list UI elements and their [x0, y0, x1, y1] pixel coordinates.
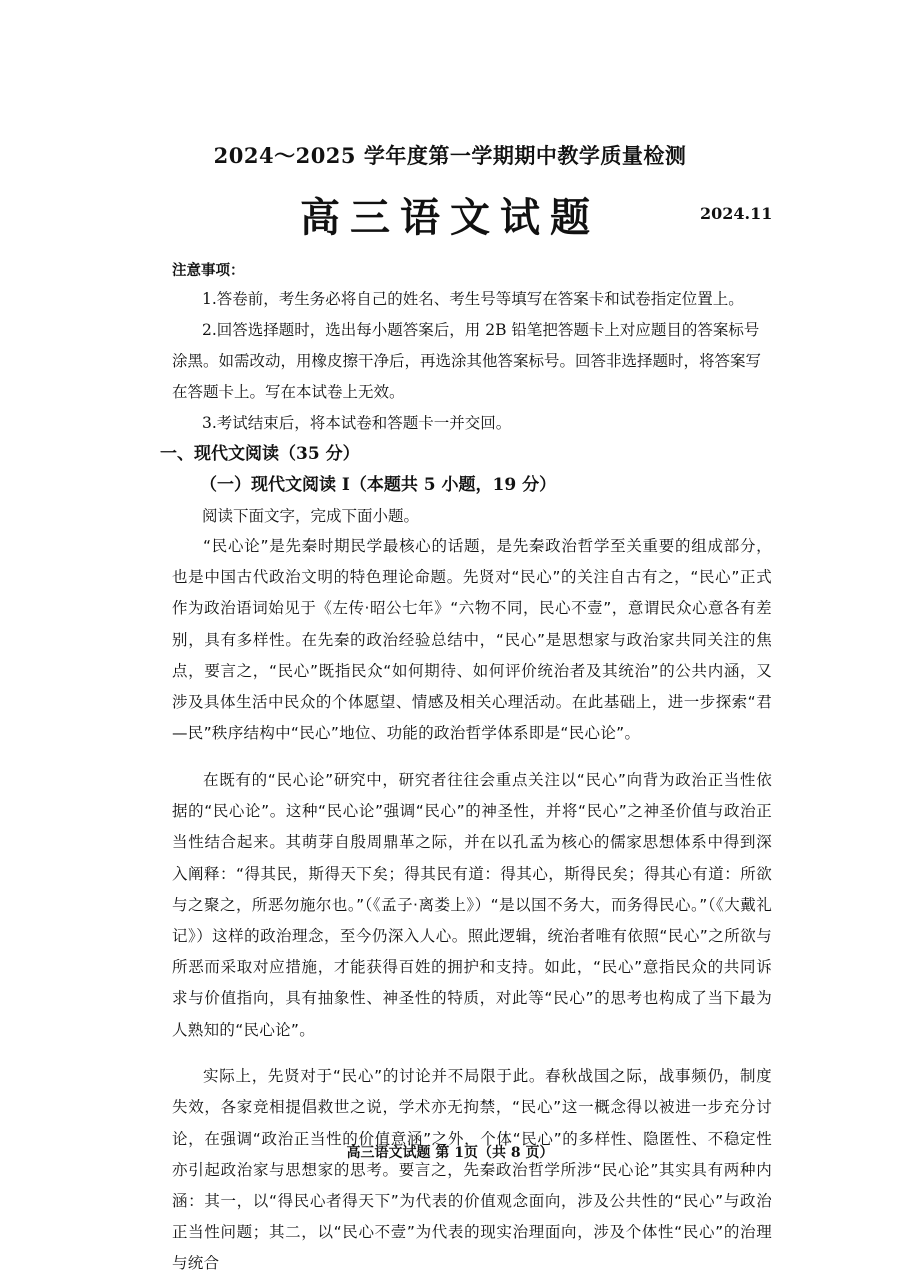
- reading-instruction: 阅读下面文字，完成下面小题。: [202, 507, 420, 525]
- passage-paragraph: “民心论”是先秦时期民学最核心的话题，是先秦政治哲学至关重要的组成部分，也是中国古代政治文明的特色理论命题。先贤对“民心”的关注自古有之，“民心”正式作为政治语词始见于《左传·昭公七年》“六物不同，民心不壹”，意谓民众心意各有差别，具有多样性。在先秦的政治经验总结中，“民心”是思想家与政治家共同关注的焦点，要言之，“民心”既指民众“如何期待、如何评价统治者及其统治”的公共内涵，又涉及具体生活中民众的个体愿望、情感及相关心理活动。在此基础上，进一步探索“君—民”秩序结构中“民心”地位、功能的政治哲学体系即是“民心论”。: [172, 537, 772, 743]
- exam-name: 2024～2025 学年度第一学期期中教学质量检测: [213, 143, 687, 168]
- notice-item: 1.答卷前，考生务必将自己的姓名、考生号等填写在答案卡和试卷指定位置上。: [202, 290, 744, 308]
- notice-item: 3.考试结束后，将本试卷和答题卡一并交回。: [202, 414, 512, 432]
- notice-heading: 注意事项：: [172, 263, 245, 279]
- page-title: 高三语文试题: [300, 194, 600, 241]
- notice-item: 2.回答选择题时，选出每小题答案后，用 2B 铅笔把答题卡上对应题目的答案标号涂黑。如需改动，用橡皮擦干净后，再选涂其他答案标号。回答非选择题时，将答案写在答题卡上。写在本试卷上无效。: [172, 321, 762, 401]
- subsection-title: （一）现代文阅读 I（本题共 5 小题，19 分）: [200, 475, 557, 495]
- exam-date: 2024.11: [700, 204, 773, 223]
- page-footer: 高三语文试题 第 1页（共 8 页）: [346, 1145, 554, 1161]
- passage-paragraph: 在既有的“民心论”研究中，研究者往往会重点关注以“民心”向背为政治正当性依据的“民心论”。这种“民心论”强调“民心”的神圣性，并将“民心”之神圣价值与政治正当性结合起来。其萌芽自殷周鼎革之际，并在以孔孟为核心的儒家思想体系中得到深入阐释：“得其民，斯得天下矣；得其民有道：得其心，斯得民矣；得其心有道：所欲与之聚之，所恶勿施尔也。”（《孟子·离娄上》）“是以国不务大，而务得民心。”（《大戴礼记》）这样的政治理念，至今仍深入人心。照此逻辑，统治者唯有依照“民心”之所欲与所恶而采取对应措施，才能获得百姓的拥护和支持。如此，“民心”意指民众的共同诉求与价值指向，具有抽象性、神圣性的特质，对此等“民心”的思考也构成了当下最为人熟知的“民心论”。: [172, 770, 772, 1039]
- section-title: 一、现代文阅读（35 分）: [160, 444, 360, 464]
- exam-content: [160, 258, 772, 1286]
- passage-paragraph: 实际上，先贤对于“民心”的讨论并不局限于此。春秋战国之际，战事频仍，制度失效，各家竞相提倡救世之说，学术亦无拘禁，“民心”这一概念得以被进一步充分讨论，在强调“政治正当性的价值意涵”之外，个体“民心”的多样性、隐匿性、不稳定性亦引起政治家与思想家的思考。要言之，先秦政治哲学所涉“民心论”其实具有两种内涵：其一，以“得民心者得天下”为代表的价值观念面向，涉及公共性的“民心”与政治正当性问题；其二，以“民心不壹”为代表的现实治理面向，涉及个体性“民心”的治理与统合: [172, 1067, 772, 1273]
